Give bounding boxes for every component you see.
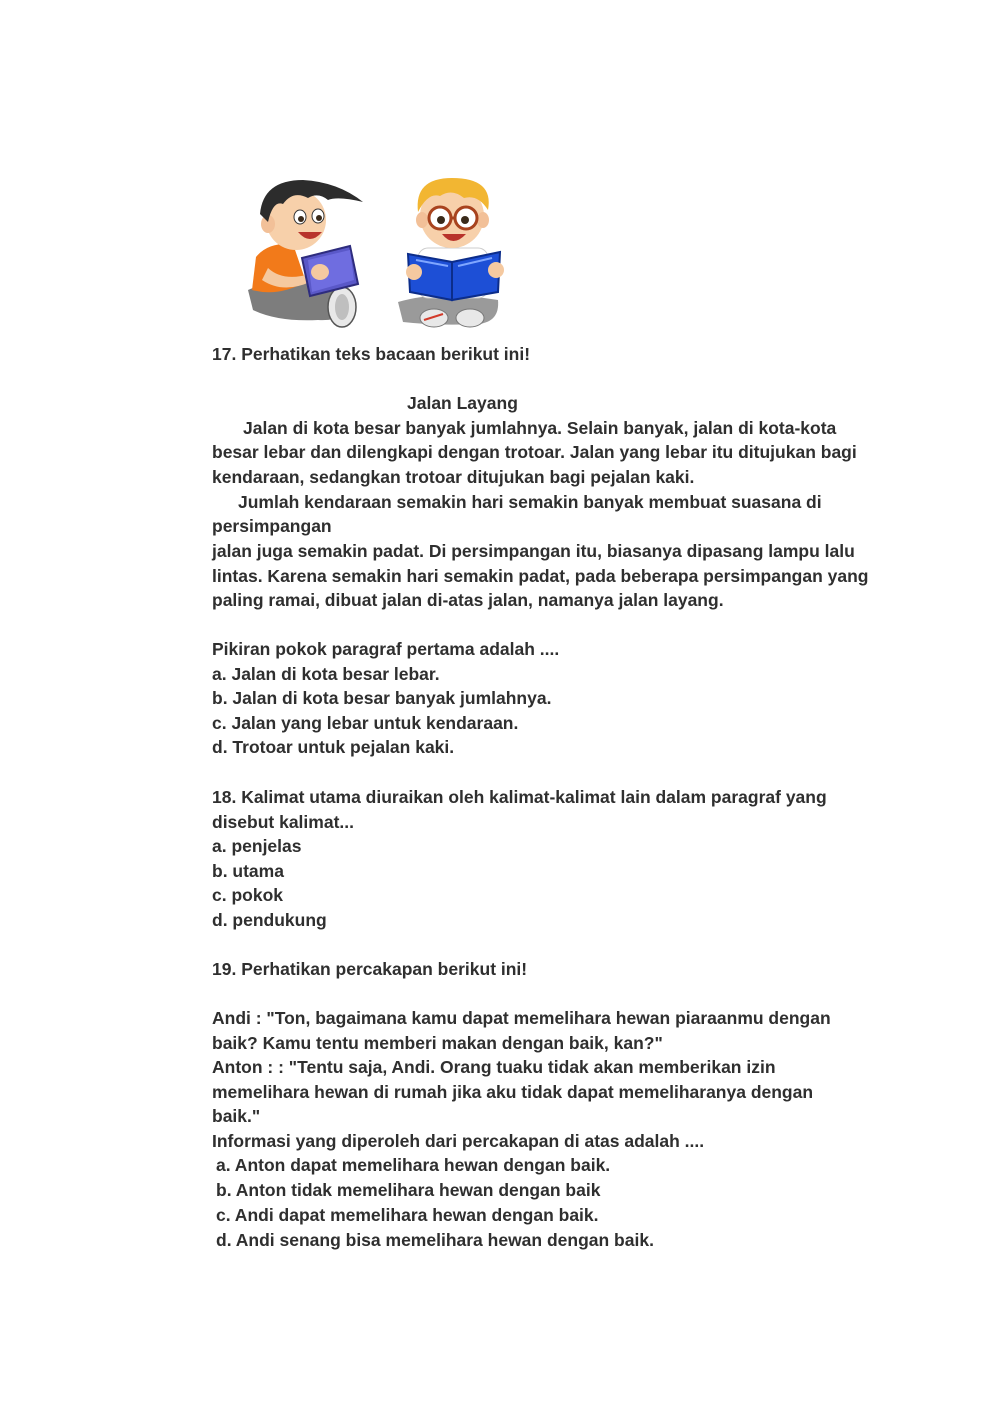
question-18-line-2: disebut kalimat... [212,812,354,832]
dialogue-andi-line-2: baik? Kamu tentu memberi makan dengan baik, kan?" [212,1033,663,1053]
reading-paragraph-2-line-2: persimpangan [212,516,332,536]
q19-option-a[interactable]: a. Anton dapat memelihara hewan dengan baik. [216,1155,611,1175]
q19-option-c[interactable]: c. Andi dapat memelihara hewan dengan baik. [216,1205,599,1225]
q17-option-a[interactable]: a. Jalan di kota besar lebar. [212,664,440,684]
q17-option-b[interactable]: b. Jalan di kota besar banyak jumlahnya. [212,688,552,708]
dialogue-andi-line-1: Andi : "Ton, bagaimana kamu dapat memelihara hewan piaraanmu dengan [212,1008,831,1028]
kids-reading-illustration [238,172,518,334]
reading-paragraph-1-line-3: kendaraan, sedangkan trotoar ditujukan bagi pejalan kaki. [212,467,695,487]
question-18-line-1: 18. Kalimat utama diuraikan oleh kalimat-kalimat lain dalam paragraf yang [212,787,827,807]
question-17-heading: 17. Perhatikan teks bacaan berikut ini! [212,344,531,364]
reading-paragraph-1-line-1: Jalan di kota besar banyak jumlahnya. Selain banyak, jalan di kota-kota [243,418,837,438]
q19-option-b[interactable]: b. Anton tidak memelihara hewan dengan baik [216,1180,601,1200]
question-19-prompt: Informasi yang diperoleh dari percakapan di atas adalah .... [212,1131,705,1151]
q17-option-d[interactable]: d. Trotoar untuk pejalan kaki. [212,737,455,757]
dialogue-anton-line-1: Anton : : "Tentu saja, Andi. Orang tuaku tidak akan memberikan izin [212,1057,776,1077]
q17-option-c[interactable]: c. Jalan yang lebar untuk kendaraan. [212,713,519,733]
q18-option-c[interactable]: c. pokok [212,885,283,905]
dialogue-anton-line-2: memelihara hewan di rumah jika aku tidak dapat memeliharanya dengan [212,1082,814,1102]
q18-option-b[interactable]: b. utama [212,861,284,881]
q18-option-d[interactable]: d. pendukung [212,910,327,930]
question-19-heading: 19. Perhatikan percakapan berikut ini! [212,959,528,979]
q18-option-a[interactable]: a. penjelas [212,836,302,856]
boy-reading-icon [248,180,363,327]
reading-paragraph-1-line-2: besar lebar dan dilengkapi dengan trotoar. Jalan yang lebar itu ditujukan bagi [212,442,857,462]
reading-title: Jalan Layang [407,393,518,413]
reading-paragraph-2-line-5: paling ramai, dibuat jalan di-atas jalan, namanya jalan layang. [212,590,724,610]
q19-option-d[interactable]: d. Andi senang bisa memelihara hewan dengan baik. [216,1230,654,1250]
question-17-prompt: Pikiran pokok paragraf pertama adalah .... [212,639,560,659]
reading-paragraph-2-line-1: Jumlah kendaraan semakin hari semakin banyak membuat suasana di [238,492,822,512]
dialogue-anton-line-3: baik." [212,1106,261,1126]
reading-paragraph-2-line-3: jalan juga semakin padat. Di persimpangan itu, biasanya dipasang lampu lalu [212,541,855,561]
reading-paragraph-2-line-4: lintas. Karena semakin hari semakin padat, pada beberapa persimpangan yang [212,566,869,586]
boy-with-glasses-reading-icon [398,178,504,327]
